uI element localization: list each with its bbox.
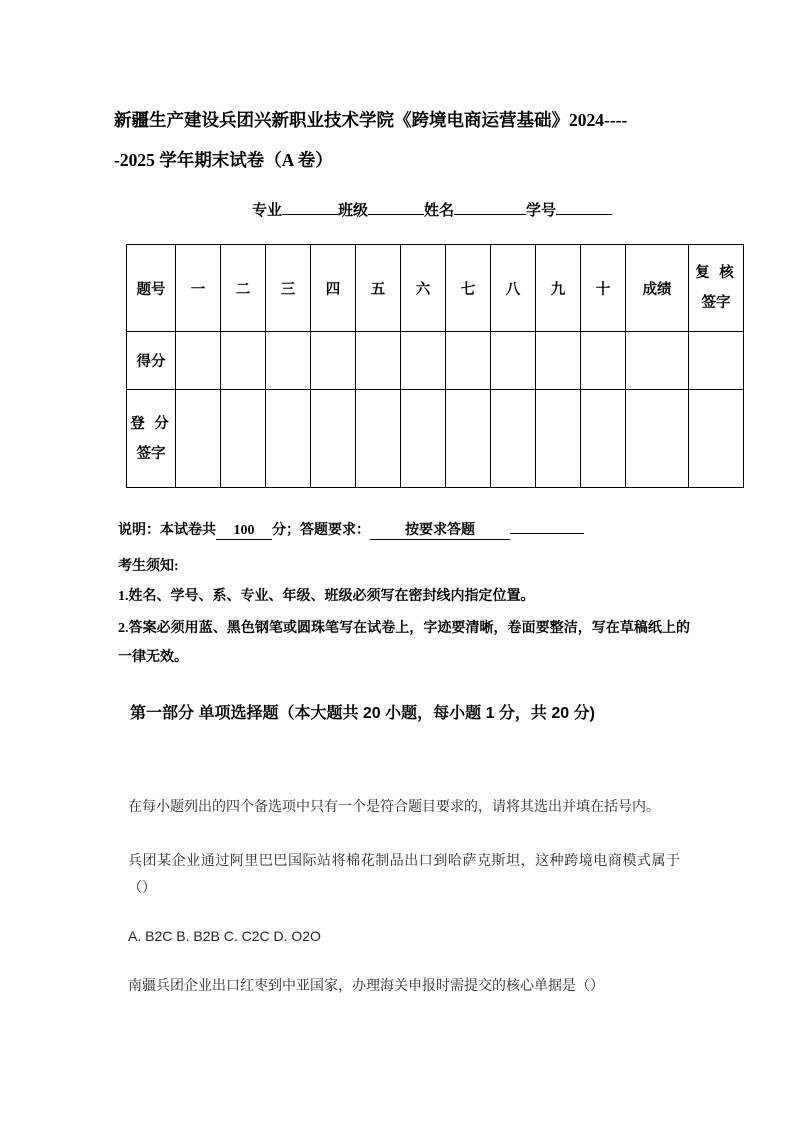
notices-heading: 考生须知:: [118, 559, 179, 574]
score-cell-q1[interactable]: [176, 332, 221, 390]
page-title-line-1: 新疆生产建设兵团兴新职业技术学院《跨境电商运营基础》2024----: [114, 110, 628, 130]
signature-cell-q10[interactable]: [581, 390, 626, 488]
header-cell-q8: 八: [491, 245, 536, 332]
review-signature-line-1: 复 核: [695, 265, 737, 281]
row-label-score: 得分: [127, 332, 176, 390]
signature-cell-q4[interactable]: [311, 390, 356, 488]
question-2-text: 南疆兵团企业出口红枣到中亚国家，办理海关申报时需提交的核心单据是（）: [128, 977, 604, 993]
header-cell-q7: 七: [446, 245, 491, 332]
signature-cell-q1[interactable]: [176, 390, 221, 488]
student-info-line: [126, 199, 738, 220]
signature-cell-q6[interactable]: [401, 390, 446, 488]
header-cell-q3: 三: [266, 245, 311, 332]
major-label: 专业: [251, 203, 282, 219]
table-row-score: [127, 332, 744, 390]
page-title-line-2: -2025 学年期末试卷（A 卷）: [114, 150, 333, 170]
score-cell-q2[interactable]: [221, 332, 266, 390]
header-cell-review-signature: [689, 245, 744, 332]
row-label-registration-signature: [127, 390, 176, 488]
score-cell-q6[interactable]: [401, 332, 446, 390]
score-table: [126, 244, 744, 488]
section-instruction: 在每小题列出的四个备选项中只有一个是符合题目要求的，请将其选出并填在括号内。: [128, 798, 660, 814]
signature-cell-q8[interactable]: [491, 390, 536, 488]
review-signature-line-2: 签字: [701, 295, 731, 311]
header-cell-q1: 一: [176, 245, 221, 332]
score-cell-q9[interactable]: [536, 332, 581, 390]
header-cell-question-number: 题号: [127, 245, 176, 332]
registration-signature-line-1: 登 分: [130, 415, 172, 432]
signature-cell-q7[interactable]: [446, 390, 491, 488]
total-score-value: 100: [216, 523, 272, 540]
name-field-blank[interactable]: [454, 200, 526, 215]
header-cell-q5: 五: [356, 245, 401, 332]
signature-cell-q9[interactable]: [536, 390, 581, 488]
header-cell-q2: 二: [221, 245, 266, 332]
major-field-blank[interactable]: [282, 200, 338, 215]
header-cell-total: 成绩: [626, 245, 689, 332]
question-body: [128, 786, 680, 999]
class-field-blank[interactable]: [368, 200, 424, 215]
table-row-signature: [127, 390, 744, 488]
explanation-middle: 分；答题要求：: [272, 523, 370, 538]
answer-requirement-blank: [510, 533, 584, 534]
signature-cell-total[interactable]: [626, 390, 689, 488]
explanation-prefix: 说明：本试卷共: [118, 523, 216, 538]
signature-cell-review-signature[interactable]: [689, 390, 744, 488]
score-cell-q8[interactable]: [491, 332, 536, 390]
notice-item-2: 2.答案必须用蓝、黑色钢笔或圆珠笔写在试卷上，字迹要清晰，卷面要整洁，写在草稿纸上的一律无效。: [118, 621, 690, 665]
signature-cell-q5[interactable]: [356, 390, 401, 488]
score-cell-q5[interactable]: [356, 332, 401, 390]
score-cell-q7[interactable]: [446, 332, 491, 390]
score-cell-q3[interactable]: [266, 332, 311, 390]
score-cell-q10[interactable]: [581, 332, 626, 390]
student-id-label: 学号: [526, 203, 557, 219]
question-1-text: 兵团某企业通过阿里巴巴国际站将棉花制品出口到哈萨克斯坦，这种跨境电商模式属于（）: [128, 852, 680, 895]
class-label: 班级: [337, 203, 368, 219]
signature-cell-q3[interactable]: [266, 390, 311, 488]
signature-cell-q2[interactable]: [221, 390, 266, 488]
registration-signature-line-2: 签字: [136, 445, 166, 462]
name-label: 姓名: [424, 203, 455, 219]
page-title: [114, 100, 682, 180]
header-cell-q9: 九: [536, 245, 581, 332]
score-cell-q4[interactable]: [311, 332, 356, 390]
table-row-header: [127, 245, 744, 332]
candidate-notices: [118, 552, 690, 672]
score-cell-total[interactable]: [626, 332, 689, 390]
notice-item-1: 1.姓名、学号、系、专业、年级、班级必须写在密封线内指定位置。: [118, 589, 535, 604]
answer-requirement-value: 按要求答题: [370, 519, 510, 540]
section-heading-part-one: 第一部分 单项选择题（本大题共 20 小题，每小题 1 分，共 20 分): [130, 705, 595, 722]
header-cell-q4: 四: [311, 245, 356, 332]
score-cell-review-signature[interactable]: [689, 332, 744, 390]
student-id-field-blank[interactable]: [556, 200, 612, 215]
header-cell-q6: 六: [401, 245, 446, 332]
explanation-line: [118, 519, 584, 540]
question-1-options: A. B2C B. B2B C. C2C D. O2O: [128, 928, 321, 944]
header-cell-q10: 十: [581, 245, 626, 332]
